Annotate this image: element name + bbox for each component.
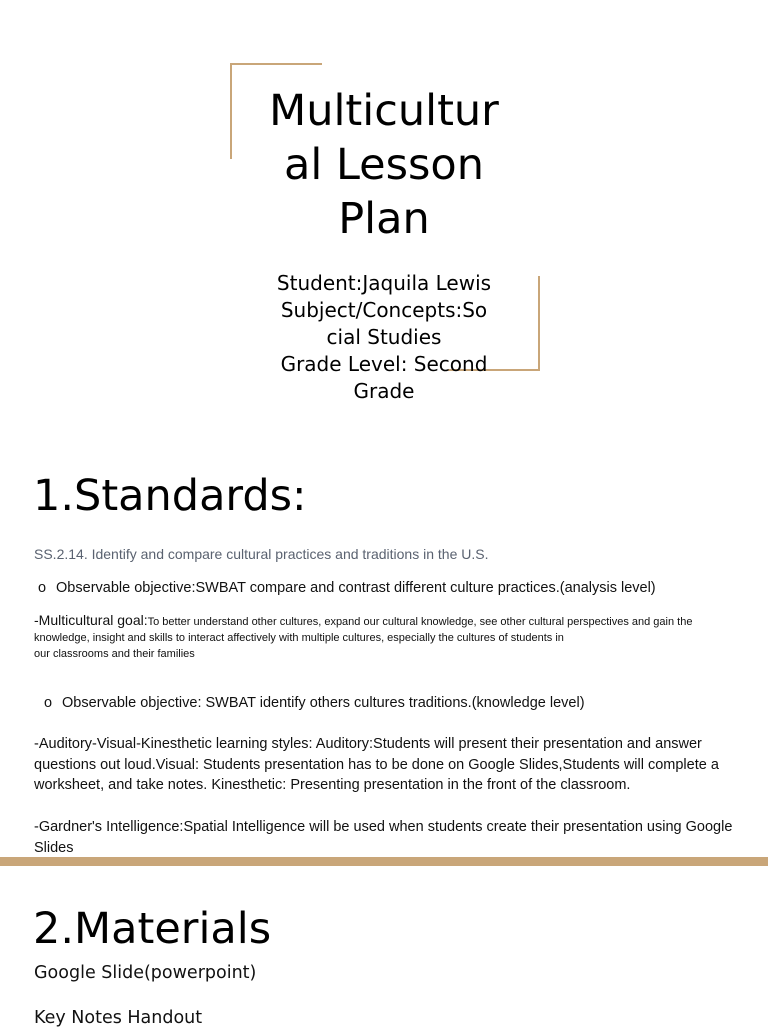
multicultural-goal bbox=[34, 612, 734, 662]
slide-divider bbox=[0, 857, 768, 866]
gardner-intelligence-text: -Gardner's Intelligence:Spatial Intelligence will be used when students create their presentation using Google Slides bbox=[34, 819, 733, 856]
material-item: Key Notes Handout bbox=[34, 1008, 203, 1028]
objective-text: Observable objective:SWBAT compare and contrast different culture practices.(analysis level) bbox=[56, 580, 656, 596]
lesson-info bbox=[254, 270, 514, 405]
goal-text: knowledge, insight and skills to interact affectively with multiple cultures, especially the cultures of students in bbox=[34, 632, 564, 644]
grade-line-cont: Grade bbox=[353, 379, 415, 403]
title-line: Plan bbox=[338, 194, 430, 244]
page-title bbox=[254, 84, 514, 246]
bullet-circle-icon: o bbox=[38, 580, 47, 596]
title-line: al Lesson bbox=[284, 140, 484, 190]
standard-code: SS.2.14. Identify and compare cultural practices and traditions in the U.S. bbox=[34, 546, 489, 562]
student-line: Student:Jaquila Lewis bbox=[276, 271, 492, 295]
objective-bullet-1 bbox=[38, 580, 656, 596]
goal-label: -Multicultural goal: bbox=[34, 612, 148, 628]
goal-text: To better understand other cultures, expand our cultural knowledge, see other cultural perspectives and gain the bbox=[147, 616, 693, 628]
grade-line: Grade Level: Second bbox=[280, 352, 488, 376]
title-line: Multicultur bbox=[269, 86, 499, 136]
objective-text: Observable objective: SWBAT identify others cultures traditions.(knowledge level) bbox=[62, 695, 585, 711]
objective-bullet-2 bbox=[44, 695, 585, 711]
materials-heading: 2.Materials bbox=[33, 904, 272, 954]
goal-text: our classrooms and their families bbox=[34, 648, 195, 660]
material-item: Google Slide(powerpoint) bbox=[34, 963, 257, 983]
subject-line-cont: cial Studies bbox=[326, 325, 442, 349]
subject-line: Subject/Concepts:So bbox=[280, 298, 488, 322]
bullet-circle-icon: o bbox=[44, 695, 53, 711]
standards-heading: 1.Standards: bbox=[33, 471, 307, 521]
learning-styles-text: -Auditory-Visual-Kinesthetic learning styles: Auditory:Students will present their presentation and answer questions out loud.Visual: Students presentation has to be done on Google Slides,Students will complete a worksheet, and take notes. Kinesthetic: Presenting presentation in the front of the classroom. bbox=[34, 736, 719, 793]
